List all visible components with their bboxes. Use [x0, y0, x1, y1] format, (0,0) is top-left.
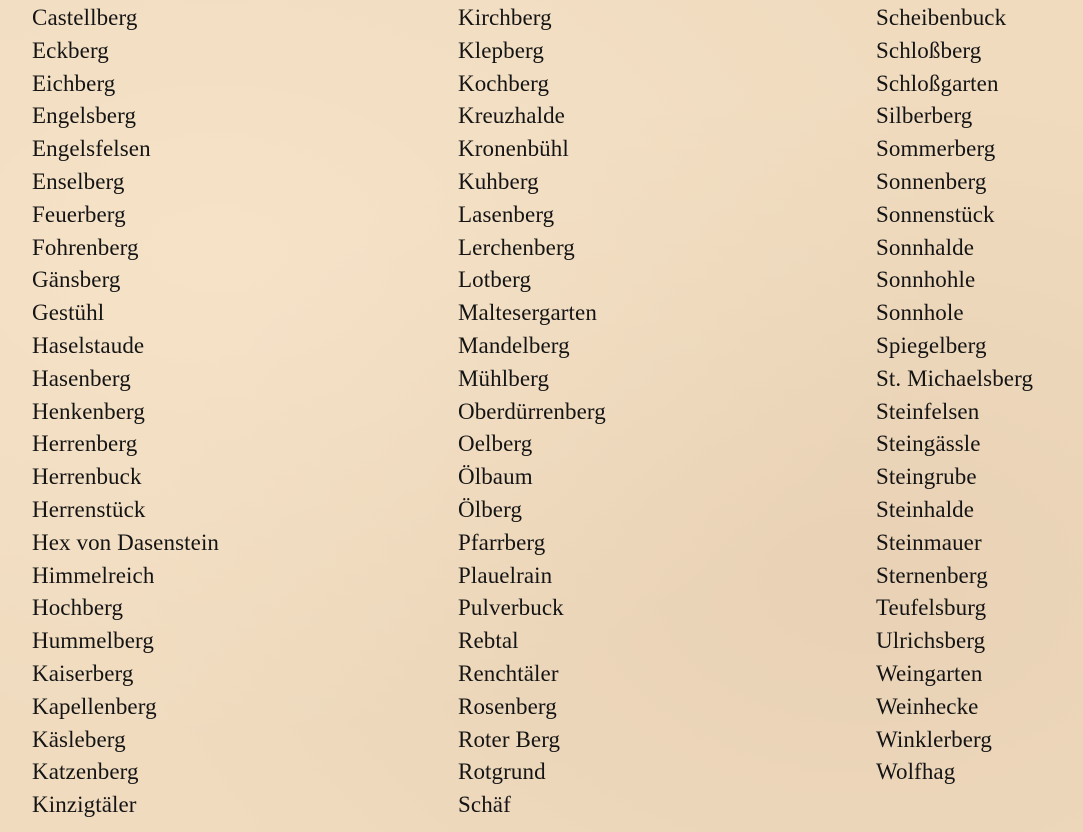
vineyard-name: Klepberg — [458, 37, 544, 63]
vineyard-name: Kinzigtäler — [32, 792, 137, 818]
vineyard-name: Pfarrberg — [458, 529, 546, 555]
vineyard-name: Hex von Dasenstein — [32, 529, 220, 555]
vineyard-name: Kapellenberg — [32, 693, 157, 719]
vineyard-name: Schloßberg — [876, 37, 982, 63]
vineyard-name: Mühlberg — [458, 365, 550, 391]
vineyard-name: Herrenberg — [32, 431, 138, 457]
vineyard-name: Steinhalde — [876, 496, 975, 522]
vineyard-name: Kronenbühl — [458, 136, 569, 162]
vineyard-name: Gestühl — [32, 300, 105, 326]
vineyard-name: Wolfhag — [876, 759, 956, 785]
vineyard-name: Hochberg — [32, 595, 124, 621]
vineyard-name: Lerchenberg — [458, 234, 575, 260]
vineyard-name: Steingrube — [876, 464, 977, 490]
vineyard-name: Himmelreich — [32, 562, 155, 588]
vineyard-name: St. Michaelsberg — [876, 365, 1034, 391]
vineyard-name: Eckberg — [32, 37, 109, 63]
vineyard-name: Spiegelberg — [876, 332, 987, 358]
vineyard-name: Schäf — [458, 792, 511, 818]
vineyard-name: Sonnhalde — [876, 234, 974, 260]
vineyard-name: Kreuzhalde — [458, 103, 565, 129]
vineyard-name: Mandelberg — [458, 332, 570, 358]
vineyard-name: Engelsberg — [32, 103, 137, 129]
vineyard-name: Fohrenberg — [32, 234, 139, 260]
vineyard-name: Feuerberg — [32, 201, 126, 227]
vineyard-name: Oberdürrenberg — [458, 398, 606, 424]
vineyard-name: Steinfelsen — [876, 398, 980, 424]
vineyard-name: Hummelberg — [32, 628, 154, 654]
vineyard-column-1 — [32, 2, 219, 822]
vineyard-name: Käsleberg — [32, 726, 126, 752]
vineyard-name: Winklerberg — [876, 726, 992, 752]
vineyard-column-3 — [876, 2, 1033, 789]
vineyard-name: Kochberg — [458, 70, 550, 96]
vineyard-name: Henkenberg — [32, 398, 145, 424]
vineyard-name: Katzenberg — [32, 759, 139, 785]
vineyard-name: Ölbaum — [458, 464, 533, 490]
vineyard-name: Scheibenbuck — [876, 5, 1007, 30]
vineyard-name: Herrenstück — [32, 496, 146, 522]
vineyard-name: Steingässle — [876, 431, 981, 457]
vineyard-name: Roter Berg — [458, 726, 561, 752]
vineyard-name: Sommerberg — [876, 136, 996, 162]
vineyard-name: Steinmauer — [876, 529, 982, 555]
vineyard-name: Sonnhohle — [876, 267, 976, 293]
vineyard-name: Pulverbuck — [458, 595, 564, 621]
vineyard-name: Oelberg — [458, 431, 533, 457]
vineyard-name: Enselberg — [32, 168, 125, 194]
vineyard-name: Rotgrund — [458, 759, 546, 785]
vineyard-name: Silberberg — [876, 103, 973, 129]
vineyard-name: Plauelrain — [458, 562, 553, 588]
vineyard-name: Sonnenberg — [876, 168, 987, 194]
vineyard-column-2 — [458, 2, 606, 822]
vineyard-name: Ölberg — [458, 496, 523, 522]
vineyard-name: Schloßgarten — [876, 70, 999, 96]
vineyard-name: Haselstaude — [32, 332, 145, 358]
vineyard-name: Weingarten — [876, 660, 983, 686]
vineyard-name: Kaiserberg — [32, 660, 134, 686]
vineyard-name: Kuhberg — [458, 168, 539, 194]
vineyard-name: Weinhecke — [876, 693, 979, 719]
vineyard-name: Hasenberg — [32, 365, 131, 391]
vineyard-name: Lasenberg — [458, 201, 555, 227]
vineyard-name: Rosenberg — [458, 693, 557, 719]
vineyard-name: Engelsfelsen — [32, 136, 151, 162]
vineyard-name: Renchtäler — [458, 660, 559, 686]
vineyard-name: Eichberg — [32, 70, 116, 96]
vineyard-name: Maltesergarten — [458, 300, 597, 326]
vineyard-name: Herrenbuck — [32, 464, 142, 490]
vineyard-name: Sonnhole — [876, 300, 964, 326]
vineyard-name: Lotberg — [458, 267, 532, 293]
vineyard-name: Sonnenstück — [876, 201, 995, 227]
vineyard-name: Ulrichsberg — [876, 628, 986, 654]
vineyard-name: Gänsberg — [32, 267, 121, 293]
vineyard-name: Sternenberg — [876, 562, 988, 588]
vineyard-name: Kirchberg — [458, 5, 552, 30]
vineyard-name: Rebtal — [458, 628, 519, 654]
vineyard-name: Teufelsburg — [876, 595, 987, 621]
vineyard-name: Castellberg — [32, 5, 138, 30]
